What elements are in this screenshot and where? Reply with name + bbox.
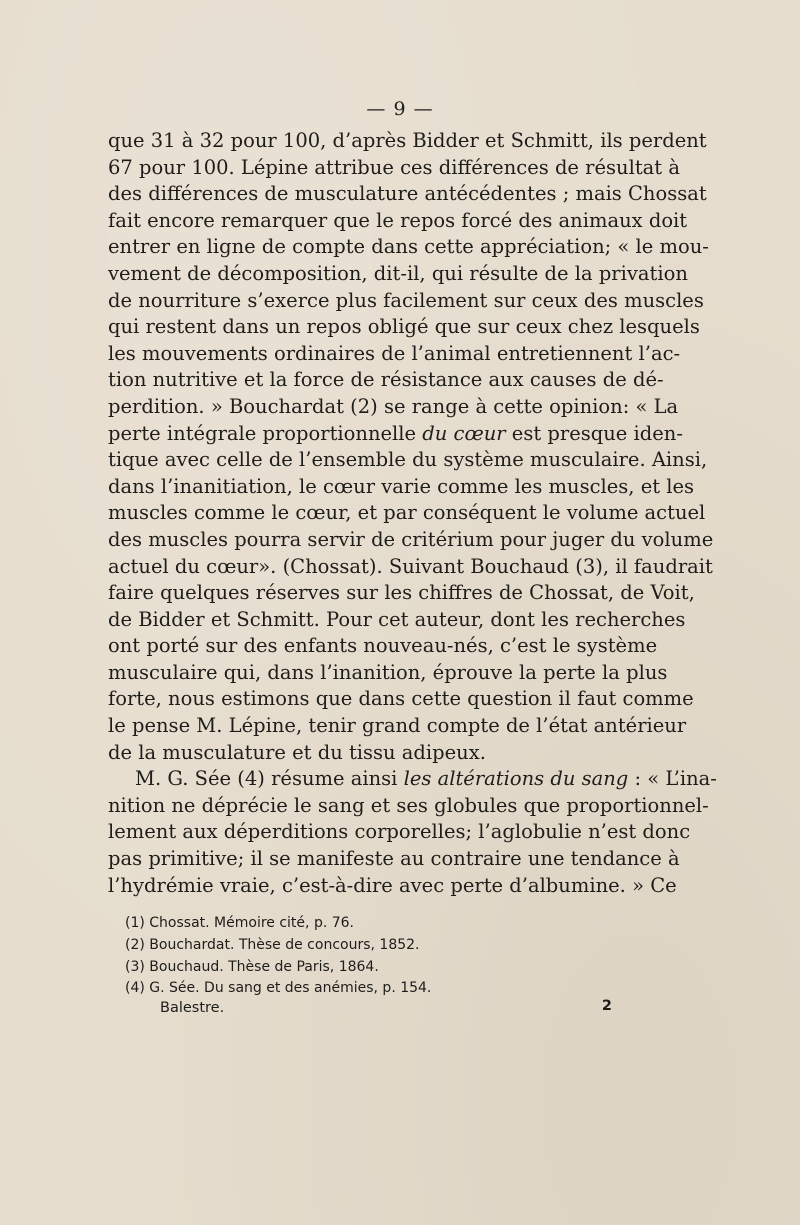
text-line: forte, nous estimons que dans cette question il faut comme: [108, 687, 694, 711]
text-line: les mouvements ordinaires de l’animal entretiennent l’ac-: [108, 341, 681, 365]
text-line: de la musculature et du tissu adipeux.: [108, 740, 486, 764]
text-line: entrer en ligne de compte dans cette appréciation; « le mou-: [108, 235, 709, 259]
text-line: nition ne déprécie le sang et ses globules que proportionnel-: [108, 793, 709, 817]
text-line: tion nutritive et la force de résistance aux causes de dé-: [108, 368, 664, 392]
text-line: faire quelques réserves sur les chiffres de Chossat, de Voit,: [108, 581, 695, 605]
text-line: actuel du cœur». (Chossat). Suivant Bouchaud (3), il faudrait: [108, 554, 713, 578]
footnote-1: (1) Chossat. Mémoire cité, p. 76.: [125, 915, 354, 931]
body-text: [108, 128, 717, 899]
footnotes: [125, 913, 625, 1000]
text-line: qui restent dans un repos obligé que sur ceux chez lesquels: [108, 315, 700, 339]
page-number: — 9 —: [366, 98, 434, 120]
text-line: vement de décomposition, dit-il, qui résulte de la privation: [108, 261, 688, 285]
footnote-2: (2) Bouchardat. Thèse de concours, 1852.: [125, 936, 420, 953]
text-line: de Bidder et Schmitt. Pour cet auteur, dont les recherches: [108, 607, 686, 631]
text-line: lement aux déperditions corporelles; l’aglobulie n’est donc: [108, 820, 691, 844]
text-line: que 31 à 32 pour 100, d’après Bidder et Schmitt, ils perdent: [108, 129, 707, 152]
text-line: ont porté sur des enfants nouveau-nés, c’est le système: [108, 634, 658, 658]
text-line: de nourriture s’exerce plus facilement sur ceux des muscles: [108, 288, 704, 312]
text-line: fait encore remarquer que le repos forcé des animaux doit: [108, 208, 688, 232]
printer-signature: Balestre.: [160, 1000, 225, 1016]
text-line: muscles comme le cœur, et par conséquent le volume actuel: [108, 501, 706, 525]
text-line: perte intégrale proportionnelle du cœur est presque iden-: [108, 421, 683, 445]
text-line: l’hydrémie vraie, c’est-à-dire avec perte d’albumine. » Ce: [108, 873, 677, 897]
footnote-4: (4) G. Sée. Du sang et des anémies, p. 154.: [125, 980, 432, 997]
italic-term: du cœur: [422, 421, 506, 445]
text-line: tique avec celle de l’ensemble du système musculaire. Ainsi,: [108, 448, 708, 472]
signature-mark: 2: [601, 998, 612, 1014]
text-line: 67 pour 100. Lépine attribue ces différences de résultat à: [108, 155, 680, 179]
text-line: musculaire qui, dans l’inanition, éprouve la perte la plus: [108, 660, 668, 684]
text-line: M. G. Sée (4) résume ainsi les altérations du sang : « L’ina-: [135, 767, 717, 791]
text-line: le pense M. Lépine, tenir grand compte de l’état antérieur: [108, 714, 687, 738]
footnote-3: (3) Bouchaud. Thèse de Paris, 1864.: [125, 958, 379, 975]
text-line: pas primitive; il se manifeste au contraire une tendance à: [108, 847, 680, 871]
text-line: dans l’inanitiation, le cœur varie comme les muscles, et les: [108, 474, 695, 498]
text-line: des muscles pourra servir de critérium pour juger du volume: [108, 527, 714, 551]
italic-term: les altérations du sang: [403, 767, 629, 791]
text-line: perdition. » Bouchardat (2) se range à cette opinion: « La: [108, 394, 679, 418]
text-line: des différences de musculature antécédentes ; mais Chossat: [108, 182, 707, 206]
